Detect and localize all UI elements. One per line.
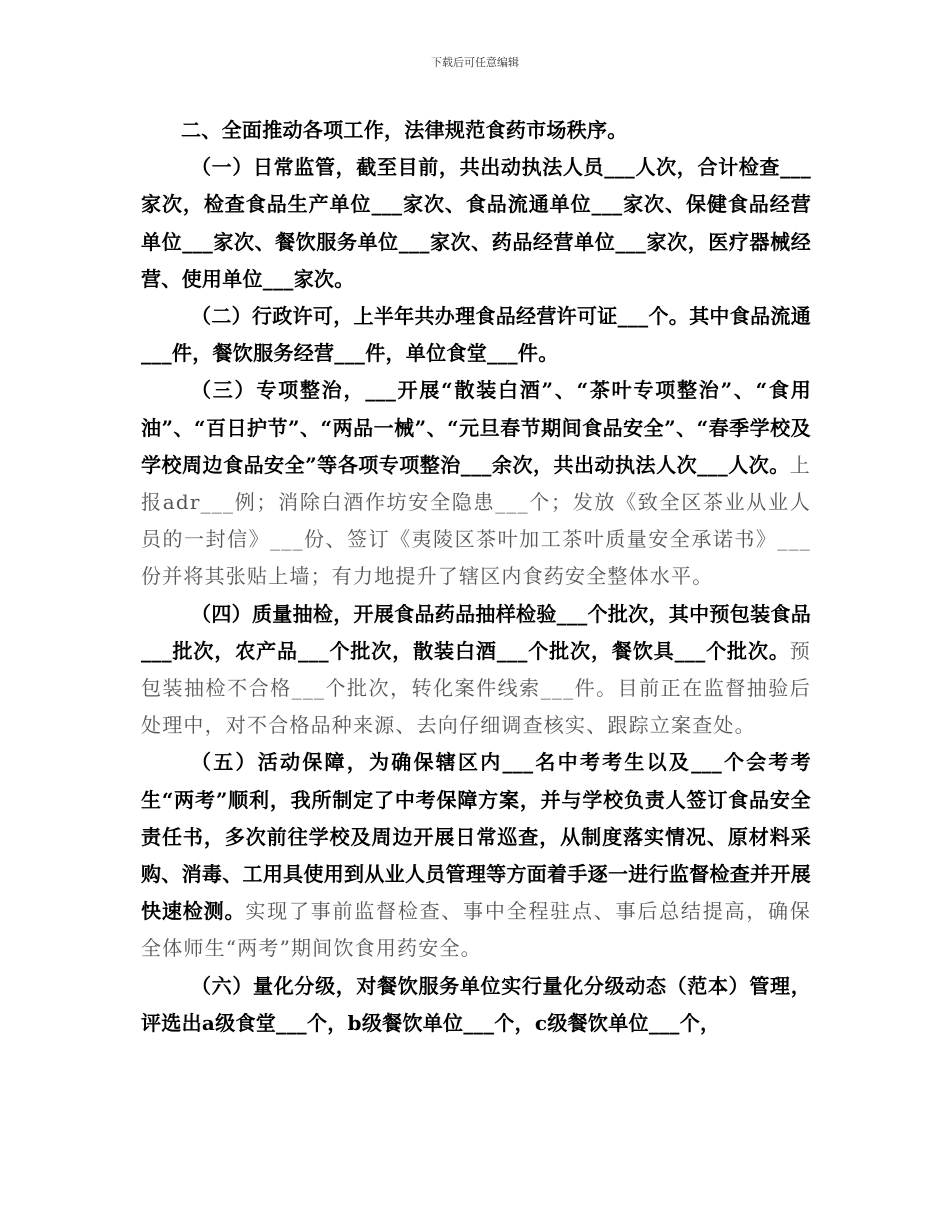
document-body	[141, 112, 811, 1042]
paragraph-quality-sampling	[141, 596, 811, 745]
section-heading: 二、全面推动各项工作，法律规范食药市场秩序。	[181, 118, 628, 142]
paragraph-bold-text: （四）质量抽检，开展食品药品抽样检验___个批次，其中预包装食品___批次，农产品___个批次，散装白酒___个批次，餐饮具___个批次。	[141, 601, 811, 663]
paragraph-normal-text: 上报adr___例；消除白酒作坊安全隐患___个；发放《致全区茶业从业人员的一封信》___份、签订《夷陵区茶叶加工茶叶质量安全承诺书》___份并将其张贴上墙；有力地提升了辖区内食药安全整体水平。	[141, 452, 811, 589]
paragraph-daily-supervision	[141, 149, 811, 298]
paragraph-bold-text: （六）量化分级，对餐饮服务单位实行量化分级动态（范本）管理，评选出a级食堂___个，b级餐饮单位___个，c级餐饮单位___个，	[141, 973, 811, 1035]
paragraph-bold-text: （五）活动保障，为确保辖区内___名中考考生以及___个会考考生“两考”顺利，我所制定了中考保障方案，并与学校负责人签订食品安全责任书，多次前往学校及周边开展日常巡查，从制度落实情况、原材料采购、消毒、工用具使用到从业人员管理等方面着手逐一进行监督检查并开展快速检测。	[141, 750, 811, 924]
paragraph-administrative-licensing	[141, 298, 811, 372]
paragraph-normal-text: 预包装抽检不合格___个批次，转化案件线索___件。目前正在监督抽验后处理中，对不合格品种来源、去向仔细调查核实、跟踪立案查处。	[141, 638, 811, 738]
paragraph-special-rectification	[141, 372, 811, 595]
paragraph-quantitative-grading	[141, 968, 811, 1042]
paragraph-activity-support	[141, 744, 811, 967]
paragraph-normal-text: 实现了事前监督检查、事中全程驻点、事后总结提高，确保全体师生“两考”期间饮食用药安全。	[141, 899, 812, 961]
paragraph-section-title	[141, 112, 811, 149]
page-header: 下载后可任意编辑	[431, 56, 519, 69]
paragraph-bold-text: （二）行政许可，上半年共办理食品经营许可证___个。其中食品流通___件，餐饮服务经营___件，单位食堂___件。	[141, 304, 811, 366]
paragraph-bold-text: （一）日常监管，截至目前，共出动执法人员___人次，合计检查___家次，检查食品生产单位___家次、食品流通单位___家次、保健食品经营单位___家次、餐饮服务单位___家次、药品经营单位___家次，医疗器械经营、使用单位___家次。	[141, 155, 811, 291]
paragraph-bold-text: （三）专项整治，___开展“散装白酒”、“茶叶专项整治”、“食用油”、“百日护节”、“两品一械”、“元旦春节期间食品安全”、“春季学校及学校周边食品安全”等各项专项整治___余次，共出动执法人次___人次。	[141, 378, 811, 477]
